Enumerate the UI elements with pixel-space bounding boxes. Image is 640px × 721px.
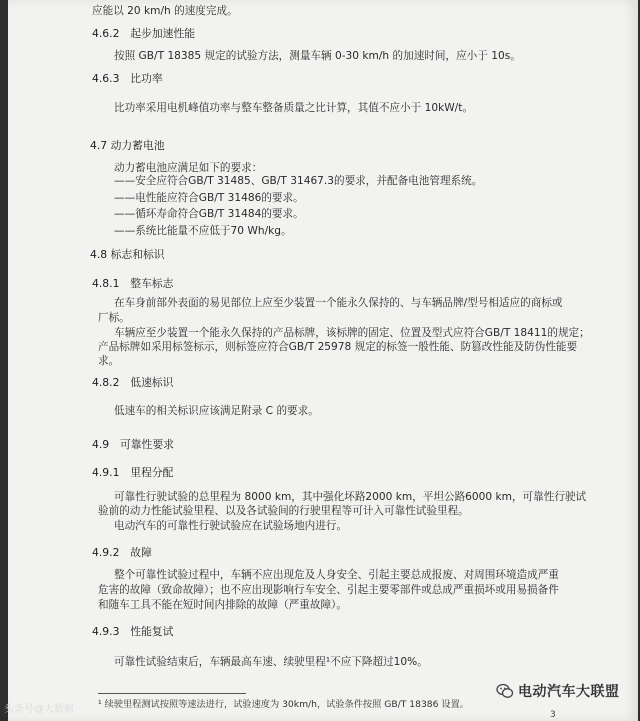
section-heading: 4.9.3 性能复试 <box>92 625 174 638</box>
watermark-brand-text: 电动汽车大联盟 <box>518 684 620 700</box>
section-heading: 4.6.2 起步加速性能 <box>92 27 196 40</box>
list-item: ——系统比能量不应低于70 Wh/kg。 <box>114 225 292 237</box>
watermark-source: 头条号@大数据 <box>4 704 74 715</box>
list-item: ——循环寿命符合GB/T 31484的要求。 <box>114 208 304 220</box>
text-line: 低速车的相关标识应该满足附录 C 的要求。 <box>114 405 319 417</box>
text-line: 车辆应至少装置一个能永久保持的产品标牌，该标牌的固定、位置及型式应符合GB/T 18411的规定； <box>114 327 590 339</box>
list-item: ——电性能应符合GB/T 31486的要求。 <box>114 192 304 204</box>
text-line: 可靠性行驶试验的总里程为 8000 km，其中强化坏路2000 km，平坦公路6000 km，可靠性行驶试 <box>114 491 587 503</box>
list-item: ——安全应符合GB/T 31485、GB/T 31467.3的要求，并配备电池管理系统。 <box>114 175 483 187</box>
section-heading: 4.8.2 低速标识 <box>92 376 174 389</box>
section-heading: 4.9.1 里程分配 <box>92 466 174 479</box>
section-heading: 4.8 标志和标识 <box>90 248 165 261</box>
text-line: 求。 <box>98 355 120 367</box>
page-number: 3 <box>550 710 556 720</box>
section-heading: 4.8.1 整车标志 <box>92 277 174 290</box>
section-heading: 4.9.2 故障 <box>92 546 152 559</box>
text-line: 验前的动力性能试验里程、以及各试验间的行驶里程等可计入可靠性试验里程。 <box>98 505 469 517</box>
text-line: 整个可靠性试验过程中，车辆不应出现危及人身安全、引起主要总成报废、对周围环境造成严重 <box>114 569 559 581</box>
section-heading: 4.7 动力蓄电池 <box>90 139 165 152</box>
text-line: 厂标。 <box>98 312 130 324</box>
wechat-icon <box>496 682 514 700</box>
footnote: ¹ 续驶里程测试按照等速法进行，试验速度为 30km/h，试验条件按照 GB/T 18386 设置。 <box>98 699 469 710</box>
section-heading: 4.6.3 比功率 <box>92 72 163 85</box>
text-line: 产品标牌如采用标签标示，则标签应符合GB/T 25978 规定的标签一般性能、防篡改性能及防伪性能要 <box>98 341 578 353</box>
section-heading: 4.9 可靠性要求 <box>92 438 174 451</box>
text-line: 动力蓄电池应满足如下的要求： <box>114 162 263 174</box>
watermark-brand <box>496 680 620 702</box>
text-line: 比功率采用电机峰值功率与整车整备质量之比计算，其值不应小于 10kW/t。 <box>114 102 473 114</box>
text-line: 可靠性试验结束后，车辆最高车速、续驶里程¹不应下降超过10%。 <box>114 656 428 668</box>
text-line: 危害的故障（致命故障）；也不应出现影响行车安全、引起主要零部件或总成严重损坏或用易损备件 <box>98 584 559 596</box>
text-line: 按照 GB/T 18385 规定的试验方法，测量车辆 0-30 km/h 的加速时间，应小于 10s。 <box>114 50 521 62</box>
footnote-divider <box>98 693 246 694</box>
text-line: 应能以 20 km/h 的速度完成。 <box>92 5 238 17</box>
text-line: 电动汽车的可靠性行驶试验应在试验场地内进行。 <box>114 520 348 532</box>
document-page <box>8 0 638 721</box>
text-line: 在车身前部外表面的易见部位上应至少装置一个能永久保持的、与车辆品牌/型号相适应的商标或 <box>114 297 563 309</box>
text-line: 和随车工具不能在短时间内排除的故障（严重故障）。 <box>98 599 347 611</box>
